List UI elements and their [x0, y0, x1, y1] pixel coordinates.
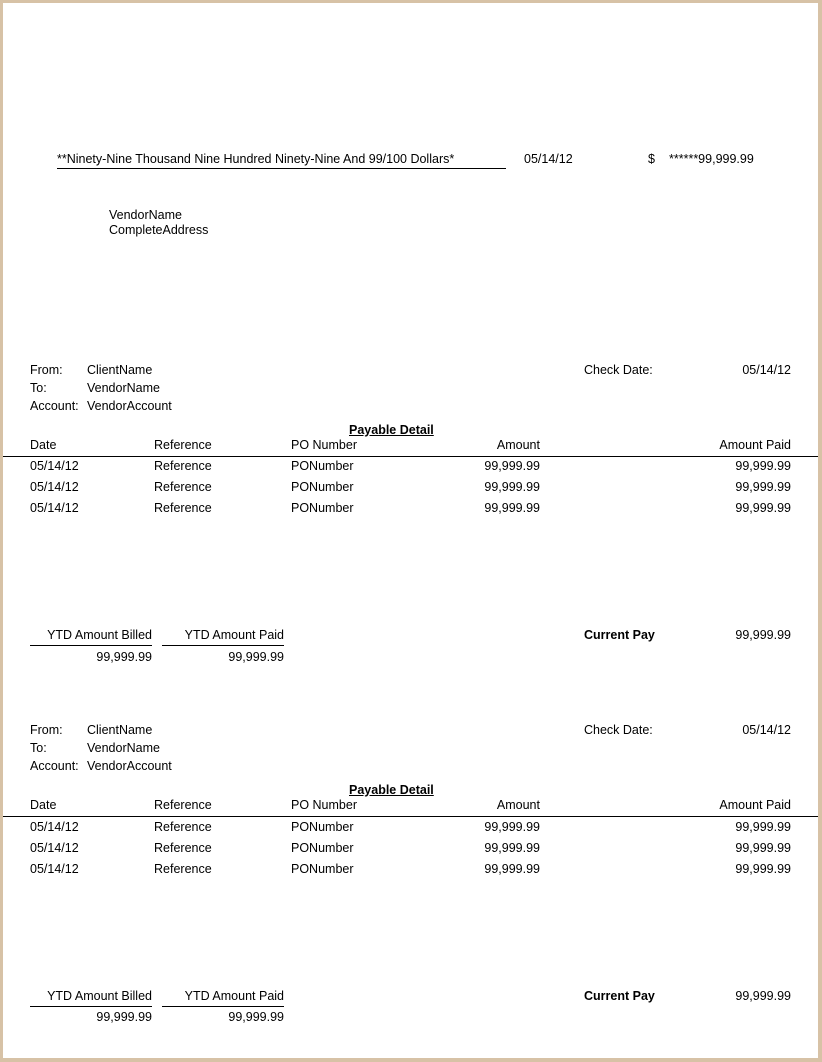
check-currency-symbol: $ — [648, 152, 655, 166]
row-reference: Reference — [154, 862, 212, 876]
row-po-number: PONumber — [291, 459, 354, 473]
col-header-date: Date — [30, 438, 57, 452]
row-date: 05/14/12 — [30, 501, 79, 515]
row-amount-paid: 99,999.99 — [735, 459, 791, 473]
row-date: 05/14/12 — [30, 480, 79, 494]
account-value: VendorAccount — [87, 399, 172, 413]
current-pay-label: Current Pay — [584, 628, 655, 642]
from-label: From: — [30, 363, 63, 377]
col-header-reference: Reference — [154, 438, 212, 452]
col-header-date: Date — [30, 798, 57, 812]
ytd-billed-label: YTD Amount Billed — [47, 989, 152, 1003]
to-value: VendorName — [87, 381, 160, 395]
row-date: 05/14/12 — [30, 459, 79, 473]
row-reference: Reference — [154, 820, 212, 834]
row-amount: 99,999.99 — [484, 862, 540, 876]
row-po-number: PONumber — [291, 820, 354, 834]
row-amount: 99,999.99 — [484, 841, 540, 855]
col-header-reference: Reference — [154, 798, 212, 812]
row-amount: 99,999.99 — [484, 480, 540, 494]
row-reference: Reference — [154, 480, 212, 494]
row-date: 05/14/12 — [30, 862, 79, 876]
check-amount-words: **Ninety-Nine Thousand Nine Hundred Ninety-Nine And 99/100 Dollars* — [57, 152, 506, 169]
row-amount-paid: 99,999.99 — [735, 480, 791, 494]
section-title: Payable Detail — [349, 783, 434, 797]
check-date-value: 05/14/12 — [742, 723, 791, 737]
check-date-value: 05/14/12 — [742, 363, 791, 377]
to-label: To: — [30, 741, 47, 755]
check-amount: ******99,999.99 — [669, 152, 754, 166]
row-amount-paid: 99,999.99 — [735, 820, 791, 834]
to-label: To: — [30, 381, 47, 395]
ytd-paid-label: YTD Amount Paid — [184, 989, 284, 1003]
row-reference: Reference — [154, 841, 212, 855]
ytd-billed-underline — [30, 1006, 152, 1007]
from-value: ClientName — [87, 363, 153, 377]
from-label: From: — [30, 723, 63, 737]
account-label: Account: — [30, 759, 79, 773]
to-value: VendorName — [87, 741, 160, 755]
ytd-paid-value: 99,999.99 — [228, 1010, 284, 1024]
ytd-paid-label: YTD Amount Paid — [184, 628, 284, 642]
row-amount: 99,999.99 — [484, 459, 540, 473]
row-reference: Reference — [154, 459, 212, 473]
row-amount: 99,999.99 — [484, 820, 540, 834]
col-header-amount-paid: Amount Paid — [719, 798, 791, 812]
current-pay-label: Current Pay — [584, 989, 655, 1003]
ytd-billed-underline — [30, 645, 152, 646]
ytd-paid-value: 99,999.99 — [228, 650, 284, 664]
row-date: 05/14/12 — [30, 841, 79, 855]
ytd-billed-label: YTD Amount Billed — [47, 628, 152, 642]
col-header-amount: Amount — [496, 798, 540, 812]
ytd-billed-value: 99,999.99 — [96, 650, 152, 664]
col-header-po-number: PO Number — [291, 798, 357, 812]
col-header-amount: Amount — [496, 438, 540, 452]
row-date: 05/14/12 — [30, 820, 79, 834]
row-amount: 99,999.99 — [484, 501, 540, 515]
col-header-po-number: PO Number — [291, 438, 357, 452]
row-reference: Reference — [154, 501, 212, 515]
row-po-number: PONumber — [291, 480, 354, 494]
row-po-number: PONumber — [291, 841, 354, 855]
row-amount-paid: 99,999.99 — [735, 862, 791, 876]
payee-address: CompleteAddress — [109, 223, 209, 237]
from-value: ClientName — [87, 723, 153, 737]
section-title: Payable Detail — [349, 423, 434, 437]
account-label: Account: — [30, 399, 79, 413]
header-divider — [3, 456, 818, 457]
row-amount-paid: 99,999.99 — [735, 841, 791, 855]
row-po-number: PONumber — [291, 862, 354, 876]
account-value: VendorAccount — [87, 759, 172, 773]
col-header-amount-paid: Amount Paid — [719, 438, 791, 452]
current-pay-value: 99,999.99 — [735, 989, 791, 1003]
row-amount-paid: 99,999.99 — [735, 501, 791, 515]
current-pay-value: 99,999.99 — [735, 628, 791, 642]
check-date-label: Check Date: — [584, 363, 653, 377]
payee-name: VendorName — [109, 208, 182, 222]
ytd-paid-underline — [162, 645, 284, 646]
ytd-paid-underline — [162, 1006, 284, 1007]
check-date-label: Check Date: — [584, 723, 653, 737]
header-divider — [3, 816, 818, 817]
ytd-billed-value: 99,999.99 — [96, 1010, 152, 1024]
check-date: 05/14/12 — [524, 152, 573, 166]
row-po-number: PONumber — [291, 501, 354, 515]
